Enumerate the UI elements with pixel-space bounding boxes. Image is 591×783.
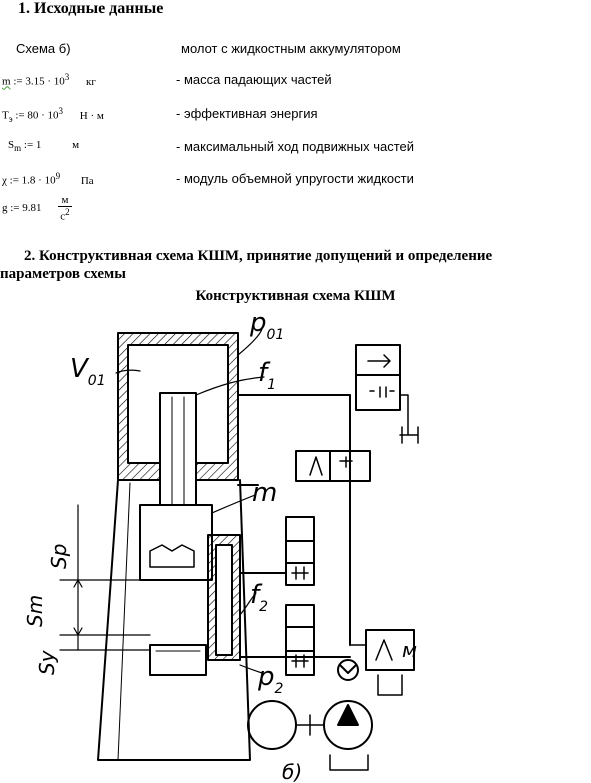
param-stroke-desc: - максимальный ход подвижных частей [176, 139, 414, 154]
label-v01: $V_{01}$ [70, 354, 106, 389]
param-gravity [2, 194, 72, 223]
param-gravity-unit-den [58, 207, 71, 223]
label-f1: $f_1$ [258, 358, 277, 393]
param-gravity-unit-den-exp: 2 [65, 207, 70, 217]
label-f2: $f_2$ [250, 580, 269, 615]
valve-left-upper [286, 517, 314, 585]
param-modulus-unit: Па [80, 174, 94, 187]
param-gravity-unit-den-base: с [60, 210, 66, 223]
param-modulus-var: χ [2, 174, 7, 187]
param-modulus [2, 171, 94, 187]
param-energy-var: Т [2, 109, 9, 122]
label-sy: Sy [35, 650, 59, 675]
param-energy [2, 106, 104, 124]
param-mass-exp: 3 [64, 72, 70, 82]
param-mass-expr: := 3.15 · 10 [13, 75, 65, 88]
label-motor-m: м [402, 638, 418, 662]
param-mass-unit: кг [86, 75, 96, 88]
param-mass-desc: - масса падающих частей [176, 72, 332, 87]
ram [140, 505, 212, 580]
diagram-title: Конструктивная схема КШМ [195, 288, 396, 304]
param-stroke-expr: := 1 [23, 139, 42, 151]
kshm-schematic [0, 305, 591, 783]
section-heading-2-line2: параметров схемы [0, 266, 126, 282]
valve-top [356, 345, 400, 410]
section-heading-2 [0, 247, 591, 283]
param-mass-var: m [2, 75, 11, 88]
label-b: б) [282, 760, 303, 783]
param-modulus-desc: - модуль объемной упругости жидкости [176, 171, 414, 186]
section-heading-1: 1. Исходные данные [18, 0, 164, 17]
param-mass [2, 72, 96, 88]
param-energy-expr: := 80 · 10 [15, 109, 59, 122]
param-energy-desc: - эффективная энергия [176, 106, 318, 121]
param-energy-sub: э [8, 113, 13, 124]
anvil [150, 645, 206, 675]
label-sm: Sm [23, 594, 47, 627]
valve-left-lower [286, 605, 314, 675]
param-modulus-exp: 9 [55, 171, 61, 181]
label-m: m [252, 478, 278, 508]
label-p01: $p_{01}$ [250, 308, 285, 343]
scheme-description: молот с жидкостным аккумулятором [181, 41, 401, 56]
param-stroke [8, 139, 79, 153]
param-gravity-unit-num: м [58, 194, 71, 207]
param-modulus-expr: := 1.8 · 10 [9, 174, 56, 187]
label-p2: $p_2$ [258, 662, 284, 697]
param-stroke-sub: m [14, 143, 22, 154]
label-sp: Sp [47, 543, 71, 569]
electric-motor [248, 701, 296, 749]
param-energy-exp: 3 [58, 106, 64, 116]
section-heading-2-line1: 2. Конструктивная схема КШМ, принятие допущений и определение [24, 248, 493, 264]
param-gravity-expr: := 9.81 [10, 201, 42, 214]
param-energy-unit: Н · м [79, 109, 104, 122]
param-gravity-var: g [2, 201, 8, 214]
param-gravity-unit [58, 194, 71, 223]
valve-middle [296, 451, 370, 481]
param-stroke-unit: м [72, 139, 80, 151]
check-valve [338, 660, 358, 680]
param-stroke-var: S [8, 139, 15, 151]
scheme-label: Схема б) [16, 41, 71, 56]
